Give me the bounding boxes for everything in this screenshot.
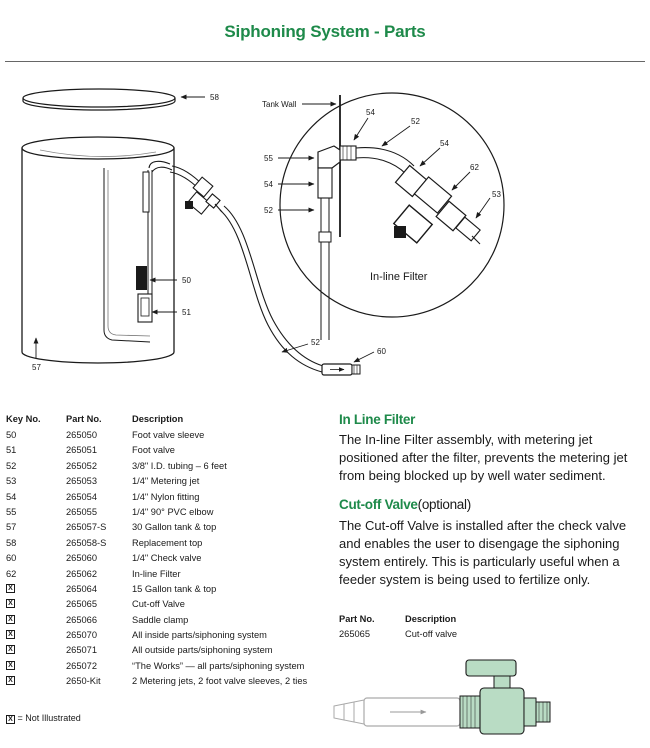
part-no: 265060 xyxy=(66,553,98,564)
label-55: 55 xyxy=(264,154,273,163)
key-no: 52 xyxy=(6,460,17,471)
header-description: Description xyxy=(132,414,184,424)
cutoff-header-part-no: Part No. xyxy=(339,614,375,624)
key-no: 57 xyxy=(6,522,17,533)
inline-filter-body: The In-line Filter assembly, with metering jet positioned after the filter, prevents the metering jet from being blocked up by well water sediment. xyxy=(339,432,628,483)
page-title: Siphoning System - Parts xyxy=(224,22,426,41)
part-no: 265072 xyxy=(66,660,98,671)
key-no: 58 xyxy=(6,537,17,548)
label-52-top: 52 xyxy=(411,117,420,126)
key-no: 60 xyxy=(6,553,17,564)
label-51: 51 xyxy=(182,308,191,317)
not-illustrated-icon: X xyxy=(6,584,15,593)
cutoff-valve-heading-note: (optional) xyxy=(417,497,471,512)
not-illustrated-icon: X xyxy=(6,599,15,608)
key-no: 55 xyxy=(6,506,17,517)
description: 1/4" Metering jet xyxy=(132,476,200,487)
part-no: 265052 xyxy=(66,460,98,471)
cutoff-part-no: 265065 xyxy=(339,629,371,639)
part-no: 265065 xyxy=(66,599,98,610)
valve-green-body xyxy=(460,660,550,734)
description: 30 Gallon tank & top xyxy=(132,522,217,533)
description: 1/4" 90° PVC elbow xyxy=(132,506,214,517)
description: Foot valve sleeve xyxy=(132,430,205,440)
description: In-line Filter xyxy=(132,568,181,579)
label-inline-filter: In-line Filter xyxy=(370,271,428,283)
header-key-no: Key No. xyxy=(6,414,41,424)
label-52-left: 52 xyxy=(264,206,273,215)
description: All inside parts/siphoning system xyxy=(132,630,267,641)
part-no: 265058-S xyxy=(66,537,107,548)
title-divider xyxy=(5,61,645,62)
label-60: 60 xyxy=(377,347,386,356)
part-no: 265055 xyxy=(66,506,98,517)
outside-fittings xyxy=(170,166,222,214)
description: Saddle clamp xyxy=(132,614,189,625)
part-no: 265064 xyxy=(66,583,98,594)
foot-valve-sleeve xyxy=(136,266,147,290)
tank-lid xyxy=(23,89,175,110)
part-no: 2650-Kit xyxy=(66,676,101,687)
label-54-left: 54 xyxy=(264,180,273,189)
header-part-no: Part No. xyxy=(66,414,102,424)
tank-body xyxy=(22,137,174,363)
label-58: 58 xyxy=(210,93,219,102)
not-illustrated-icon: X xyxy=(6,661,15,670)
part-no: 265066 xyxy=(66,614,98,625)
cutoff-description: Cut-off valve xyxy=(405,629,458,639)
description: Cut-off Valve xyxy=(132,599,185,610)
part-no: 265053 xyxy=(66,476,98,487)
cutoff-valve-heading-text: Cut-off Valve xyxy=(339,497,418,512)
part-no: 265062 xyxy=(66,568,98,579)
key-no: 51 xyxy=(6,445,17,456)
label-54-right: 54 xyxy=(440,139,449,148)
key-no: 50 xyxy=(6,430,17,440)
description: 1/4" Check valve xyxy=(132,553,202,564)
part-no: 265057-S xyxy=(66,522,107,533)
description: 1/4" Nylon fitting xyxy=(132,491,200,502)
key-no: 62 xyxy=(6,568,17,579)
not-illustrated-symbol: X xyxy=(6,715,15,724)
not-illustrated-icon: X xyxy=(6,630,15,639)
description: 15 Gallon tank & top xyxy=(132,583,217,594)
cutoff-valve-body: The Cut-off Valve is installed after the check valve and enables the user to disengage the siphoning system entirely. This is particularly useful when a feeder system is being used to fertilize only. xyxy=(339,518,627,587)
description: 3/8" I.D. tubing – 6 feet xyxy=(132,460,227,471)
detail-inline-filter xyxy=(394,166,480,244)
cutoff-valve-illustration xyxy=(330,654,560,738)
detail-elbow-assembly xyxy=(318,146,356,340)
key-no: 53 xyxy=(6,476,17,487)
check-valve xyxy=(322,364,360,375)
inline-filter-heading: In Line Filter xyxy=(339,412,416,427)
part-no: 265071 xyxy=(66,645,98,656)
label-57: 57 xyxy=(32,363,41,372)
description: Replacement top xyxy=(132,537,203,548)
siphon-system-diagram xyxy=(0,64,650,394)
detail-circle xyxy=(280,93,504,317)
hose-barb xyxy=(334,700,364,724)
cutoff-header-description: Description xyxy=(405,614,457,624)
label-tank-wall: Tank Wall xyxy=(262,100,297,109)
not-illustrated-icon: X xyxy=(6,615,15,624)
cutoff-valve-heading xyxy=(339,497,471,512)
label-52-bottom: 52 xyxy=(311,338,320,347)
key-no: 54 xyxy=(6,491,17,502)
label-54-top: 54 xyxy=(366,108,375,117)
description: Foot valve xyxy=(132,445,175,456)
not-illustrated-icon: X xyxy=(6,676,15,685)
part-no: 265050 xyxy=(66,430,98,440)
legend xyxy=(6,713,81,724)
description: 2 Metering jets, 2 foot valve sleeves, 2 ties xyxy=(132,676,308,687)
legend-text: = Not Illustrated xyxy=(17,713,81,723)
part-no: 265054 xyxy=(66,491,98,502)
check-valve-body xyxy=(364,698,460,726)
label-62: 62 xyxy=(470,163,479,172)
label-50: 50 xyxy=(182,276,191,285)
label-53: 53 xyxy=(492,190,501,199)
part-no: 265051 xyxy=(66,445,98,456)
not-illustrated-icon: X xyxy=(6,645,15,654)
part-no: 265070 xyxy=(66,630,98,641)
outside-tubing xyxy=(220,206,323,372)
description: All outside parts/siphoning system xyxy=(132,645,273,656)
description: “The Works” — all parts/siphoning system xyxy=(132,660,305,671)
